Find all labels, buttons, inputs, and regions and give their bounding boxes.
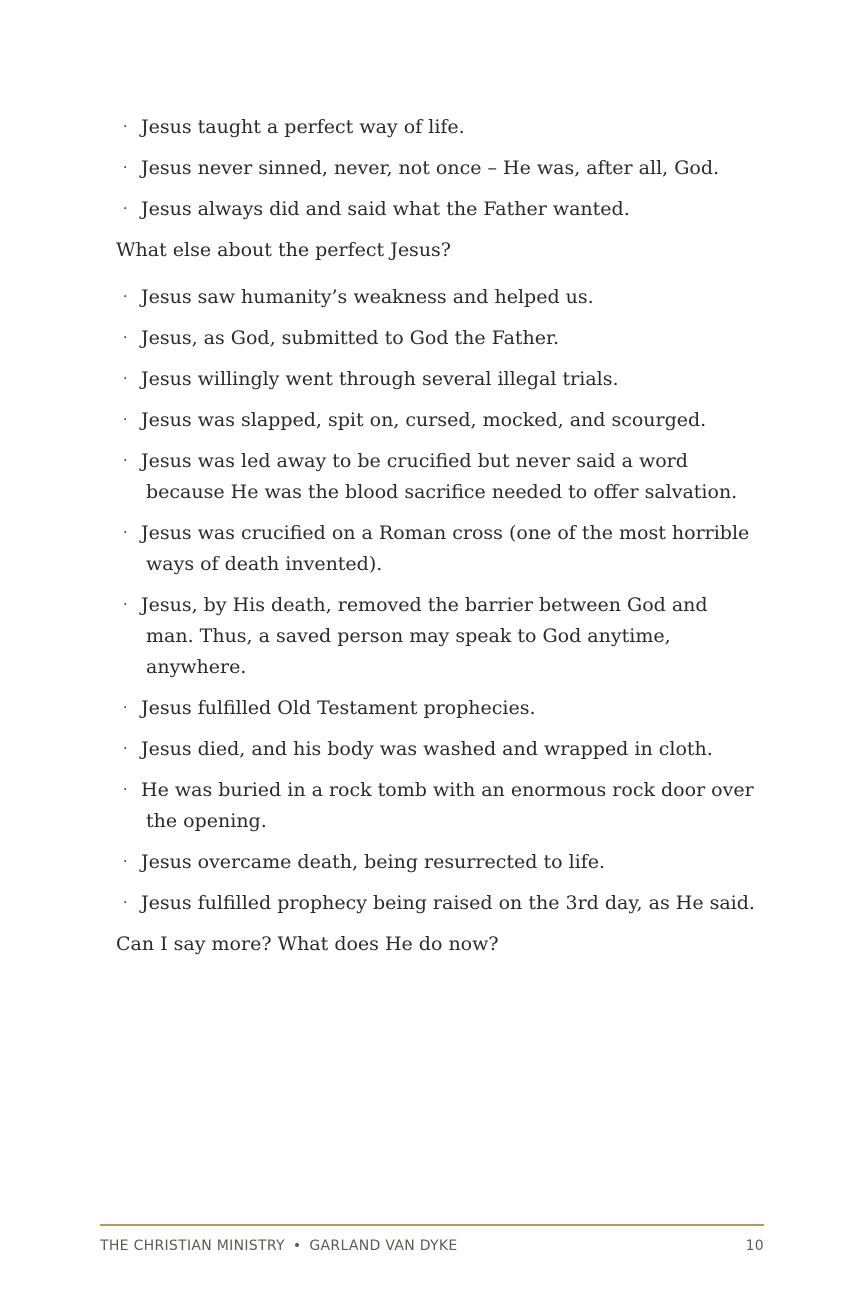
bullet-icon: · bbox=[123, 119, 128, 135]
list-item bbox=[116, 282, 756, 313]
bullet-icon: · bbox=[123, 201, 128, 217]
list-item-text: He was buried in a rock tomb with an enormous rock door over the opening. bbox=[141, 779, 754, 832]
bullet-icon: · bbox=[123, 289, 128, 305]
footer-divider bbox=[100, 1224, 764, 1226]
paragraph-closing-question: Can I say more? What does He do now? bbox=[116, 933, 499, 955]
footer-separator: • bbox=[292, 1238, 302, 1254]
list-item bbox=[116, 693, 756, 724]
author-name: GARLAND VAN DYKE bbox=[309, 1238, 458, 1254]
page-number: 10 bbox=[745, 1238, 764, 1254]
list-item-text: Jesus, as God, submitted to God the Father. bbox=[141, 327, 560, 349]
bullet-icon: · bbox=[123, 160, 128, 176]
list-item-text: Jesus was crucified on a Roman cross (one of the most horrible ways of death invented). bbox=[141, 522, 750, 575]
list-item-text: Jesus never sinned, never, not once – He was, after all, God. bbox=[141, 157, 720, 179]
list-item-text: Jesus fulfilled Old Testament prophecies. bbox=[141, 697, 536, 719]
list-item-text: Jesus overcame death, being resurrected to life. bbox=[141, 851, 606, 873]
list-item bbox=[116, 518, 756, 580]
bullet-icon: · bbox=[123, 782, 128, 798]
list-item-text: Jesus was slapped, spit on, cursed, mocked, and scourged. bbox=[141, 409, 707, 431]
list-item-text: Jesus always did and said what the Father wanted. bbox=[141, 198, 630, 220]
list-item-text: Jesus fulfilled prophecy being raised on the 3rd day, as He said. bbox=[141, 892, 755, 914]
list-item-text: Jesus died, and his body was washed and wrapped in cloth. bbox=[141, 738, 713, 760]
bullet-icon: · bbox=[123, 330, 128, 346]
list-item bbox=[116, 888, 756, 919]
list-item bbox=[116, 847, 756, 878]
list-item-text: Jesus, by His death, removed the barrier between God and man. Thus, a saved person may speak to God anytime, anywhere. bbox=[141, 594, 708, 678]
bullet-icon: · bbox=[123, 453, 128, 469]
paragraph-question: What else about the perfect Jesus? bbox=[116, 239, 451, 261]
running-footer bbox=[100, 1238, 458, 1254]
book-title: THE CHRISTIAN MINISTRY bbox=[100, 1238, 285, 1254]
list-item bbox=[116, 590, 756, 683]
bullet-icon: · bbox=[123, 854, 128, 870]
list-item bbox=[116, 734, 756, 765]
page-body bbox=[116, 112, 756, 976]
list-item-text: Jesus was led away to be crucified but never said a word because He was the blood sacrifice needed to offer salvation. bbox=[141, 450, 738, 503]
bullet-icon: · bbox=[123, 525, 128, 541]
bullet-list-jesus-facts bbox=[116, 282, 756, 919]
list-item bbox=[116, 323, 756, 354]
bullet-icon: · bbox=[123, 371, 128, 387]
list-item bbox=[116, 153, 756, 184]
bullet-icon: · bbox=[123, 412, 128, 428]
list-item bbox=[116, 446, 756, 508]
list-item bbox=[116, 364, 756, 395]
bullet-icon: · bbox=[123, 700, 128, 716]
bullet-list-perfect-life bbox=[116, 112, 756, 225]
list-item bbox=[116, 194, 756, 225]
list-item bbox=[116, 775, 756, 837]
list-item-text: Jesus saw humanity’s weakness and helped us. bbox=[141, 286, 594, 308]
list-item-text: Jesus willingly went through several illegal trials. bbox=[141, 368, 619, 390]
bullet-icon: · bbox=[123, 895, 128, 911]
list-item bbox=[116, 405, 756, 436]
bullet-icon: · bbox=[123, 597, 128, 613]
list-item bbox=[116, 112, 756, 143]
bullet-icon: · bbox=[123, 741, 128, 757]
list-item-text: Jesus taught a perfect way of life. bbox=[141, 116, 465, 138]
